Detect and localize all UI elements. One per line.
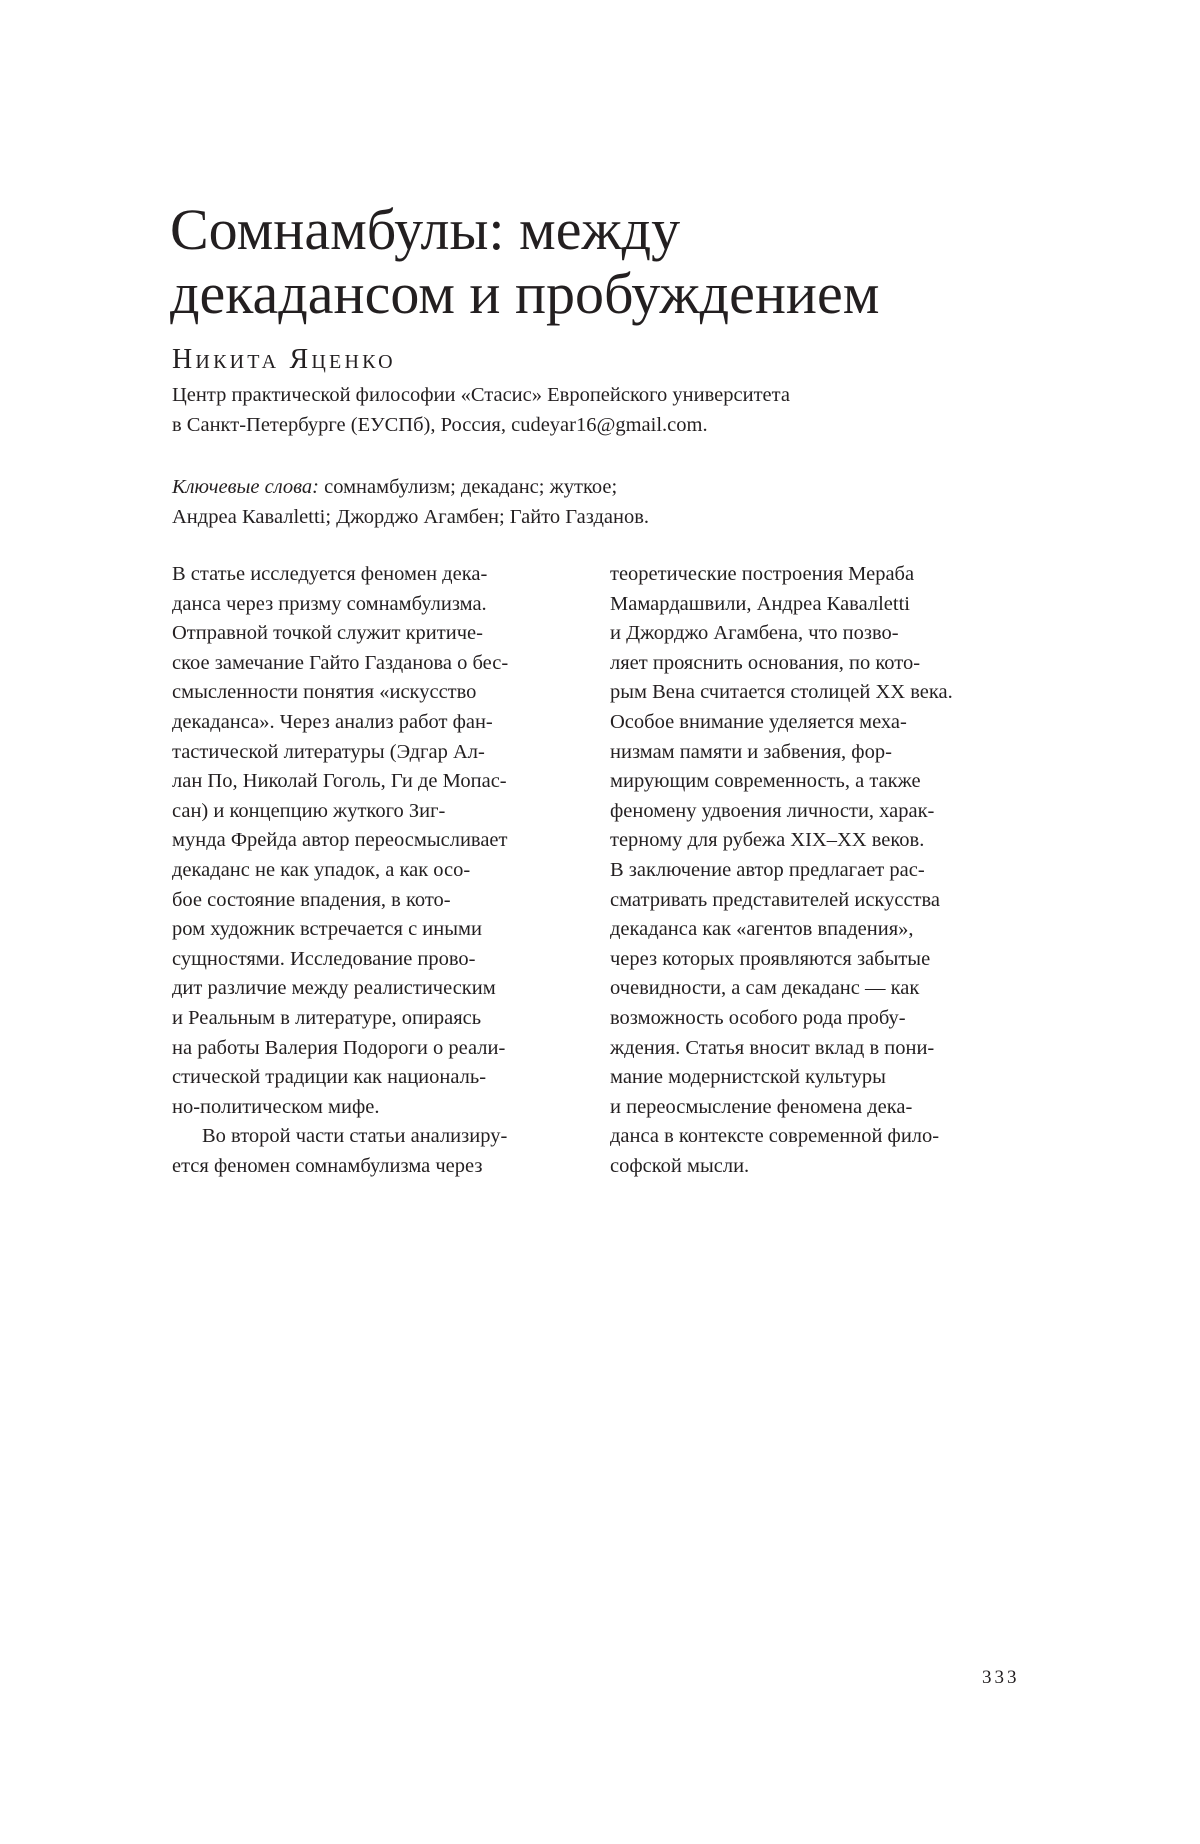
abstract-line: В статье исследуется феномен дека- — [172, 563, 488, 585]
title-line: Сомнамбулы: между — [170, 197, 681, 262]
abstract-line: декаданса». Через анализ работ фан- — [172, 710, 493, 733]
author-affiliation — [172, 380, 790, 440]
title-line: декадансом и пробуждением — [170, 261, 880, 326]
abstract-line: сан) и концепцию жуткого Зиг- — [172, 799, 446, 822]
keywords-text: сомнамбулизм; декаданс; жуткое; — [319, 476, 618, 498]
abstract-line: сматривать представителей искусства — [610, 888, 941, 911]
author-name: Никита Яценко — [172, 344, 396, 375]
abstract-line: тастической литературы (Эдгар Ал- — [172, 740, 485, 763]
keywords-line — [172, 472, 649, 502]
abstract-line: ром художник встречается с иными — [172, 918, 482, 941]
abstract-line: Отправной точкой служит критиче- — [172, 622, 483, 645]
abstract-line: через которых проявляются забытые — [610, 947, 931, 970]
abstract-line: на работы Валерия Подороги о реали- — [172, 1036, 506, 1059]
abstract-line: стической традиции как националь- — [172, 1066, 487, 1089]
abstract-line: Мамардашвили, Андреа Кавалletti — [610, 592, 910, 615]
keywords-line: Андреа Кавалletti; Джорджо Агамбен; Гайто Газданов. — [172, 506, 650, 528]
abstract-line: мание модернистской культуры — [610, 1066, 886, 1089]
abstract-line: бое состояние впадения, в кото- — [172, 888, 451, 911]
abstract-line: и Джорджо Агамбена, что позво- — [610, 622, 899, 645]
abstract-line: феномену удвоения личности, харак- — [610, 799, 935, 822]
abstract-line: рым Вена считается столицей XX века. — [610, 681, 953, 704]
abstract-line: данса в контексте современной фило- — [610, 1125, 940, 1148]
abstract-line: терному для рубежа XIX–XX веков. — [610, 829, 925, 852]
abstract-line: данса через призму сомнамбулизма. — [172, 592, 487, 615]
abstract-column-right — [610, 560, 1030, 1181]
abstract-line: сущностями. Исследование прово- — [172, 947, 476, 970]
article-title — [170, 198, 1070, 326]
abstract-line: софской мысли. — [610, 1154, 750, 1177]
abstract-line: смысленности понятия «искусство — [172, 681, 477, 704]
abstract-line: низмам памяти и забвения, фор- — [610, 740, 892, 763]
abstract-line: и Реальным в литературе, опираясь — [172, 1006, 482, 1029]
page-number: 333 — [982, 1667, 1020, 1688]
keywords-label: Ключевые слова: — [172, 476, 319, 498]
abstract-line: очевидности, а сам декаданс — как — [610, 977, 920, 1000]
abstract-line: ляет прояснить основания, по кото- — [610, 651, 921, 674]
keywords-block — [172, 472, 649, 532]
affiliation-line: в Санкт-Петербурге (ЕУСПб), Россия, cudeyar16@gmail.com. — [172, 414, 708, 436]
abstract-column-left — [172, 560, 577, 1181]
abstract-line: дит различие между реалистическим — [172, 977, 496, 1000]
abstract-line: мирующим современность, а также — [610, 770, 921, 793]
abstract-line: но-политическом мифе. — [172, 1095, 380, 1118]
abstract-line: мунда Фрейда автор переосмысливает — [172, 829, 508, 852]
affiliation-line: Центр практической философии «Стасис» Европейского университета — [172, 384, 790, 406]
abstract-line: ское замечание Гайто Газданова о бес- — [172, 651, 509, 674]
abstract-line: и переосмысление феномена дека- — [610, 1095, 913, 1118]
abstract-line: Особое внимание уделяется меха- — [610, 710, 907, 733]
abstract-line: теоретические построения Мераба — [610, 563, 915, 585]
abstract-line: возможность особого рода пробу- — [610, 1006, 906, 1029]
abstract-line: ется феномен сомнамбулизма через — [172, 1154, 483, 1177]
abstract-line: ждения. Статья вносит вклад в пони- — [610, 1036, 935, 1059]
abstract-line: В заключение автор предлагает рас- — [610, 858, 925, 881]
abstract-line: декаданс не как упадок, а как осо- — [172, 858, 471, 881]
abstract-line: Во второй части статьи анализиру- — [202, 1125, 508, 1148]
abstract-line: декаданса как «агентов впадения», — [610, 918, 914, 941]
abstract-line: лан По, Николай Гоголь, Ги де Мопас- — [172, 770, 507, 793]
